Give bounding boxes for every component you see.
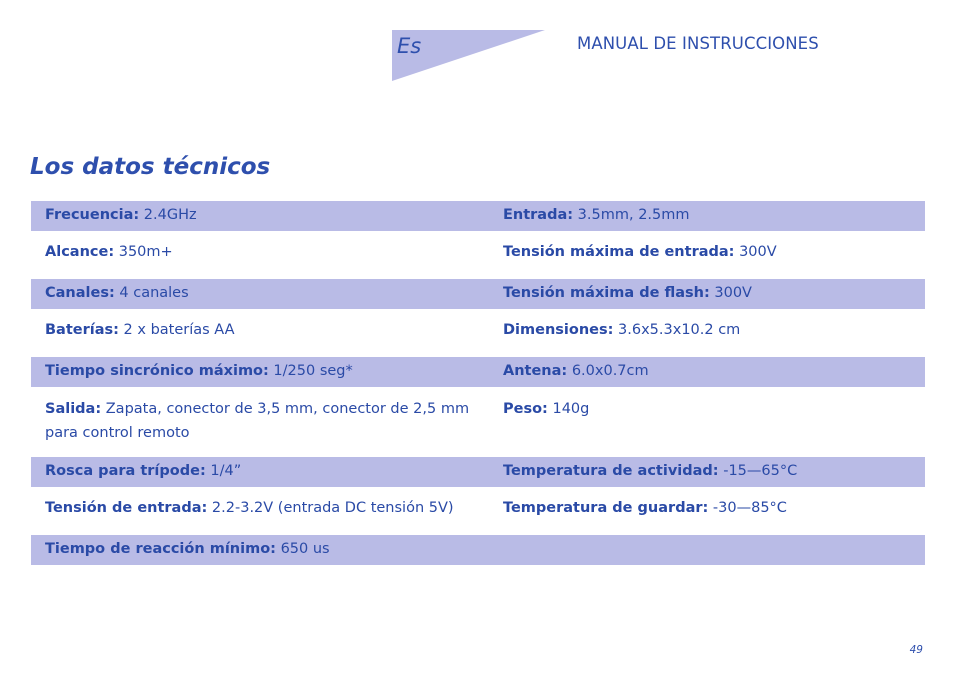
spec-cell <box>31 279 489 305</box>
spec-label: Tiempo de reacción mínimo: <box>45 541 276 557</box>
spec-label: Antena: <box>503 363 568 379</box>
spec-cell <box>489 487 925 520</box>
spec-label: Temperatura de actividad: <box>503 463 719 479</box>
table-row <box>31 535 925 565</box>
spec-label: Tensión de entrada: <box>45 500 208 516</box>
spec-value: 300V <box>739 244 777 260</box>
spec-value: 1/4” <box>210 463 242 479</box>
spec-label: Frecuencia: <box>45 207 140 223</box>
spec-cell <box>489 387 925 421</box>
spec-cell <box>489 309 925 342</box>
spec-value: 140g <box>552 401 590 417</box>
spec-label: Tensión máxima de flash: <box>503 285 710 301</box>
table-row <box>31 201 925 231</box>
document-title: MANUAL DE INSTRUCCIONES <box>577 34 819 53</box>
spec-cell <box>31 357 489 383</box>
spec-value: 3.6x5.3x10.2 cm <box>618 322 741 338</box>
table-row <box>31 357 925 387</box>
spec-value: 350m+ <box>118 244 173 260</box>
table-row <box>31 309 925 357</box>
spec-label: Tiempo sincrónico máximo: <box>45 363 269 379</box>
table-row <box>31 487 925 535</box>
spec-value: 2.4GHz <box>143 207 197 223</box>
spec-value: 4 canales <box>119 285 189 301</box>
spec-label: Peso: <box>503 401 548 417</box>
spec-cell <box>31 231 489 264</box>
spec-value: -15—65°C <box>723 463 798 479</box>
spec-label: Salida: <box>45 401 102 417</box>
spec-label: Dimensiones: <box>503 322 614 338</box>
spec-cell-empty <box>489 535 925 537</box>
spec-value: Zapata, conector de 3,5 mm, conector de 2,5 mm para control remoto <box>45 401 470 441</box>
table-row <box>31 279 925 309</box>
spec-label: Canales: <box>45 285 115 301</box>
spec-cell <box>489 231 925 264</box>
spec-label: Baterías: <box>45 322 119 338</box>
spec-value: 3.5mm, 2.5mm <box>577 207 690 223</box>
spec-cell <box>31 457 489 483</box>
table-row <box>31 457 925 487</box>
spec-cell <box>489 357 925 383</box>
specs-table <box>31 201 925 565</box>
spec-value: 300V <box>714 285 752 301</box>
spec-label: Temperatura de guardar: <box>503 500 709 516</box>
spec-label: Entrada: <box>503 207 574 223</box>
spec-label: Tensión máxima de entrada: <box>503 244 735 260</box>
page-number: 49 <box>909 644 923 656</box>
spec-value: 6.0x0.7cm <box>571 363 649 379</box>
spec-cell <box>489 201 925 227</box>
spec-value: 2 x baterías AA <box>123 322 235 338</box>
table-row <box>31 231 925 279</box>
spec-cell <box>489 457 925 483</box>
spec-cell <box>31 487 489 520</box>
spec-label: Alcance: <box>45 244 115 260</box>
spec-label: Rosca para trípode: <box>45 463 206 479</box>
spec-value: 2.2-3.2V (entrada DC tensión 5V) <box>211 500 454 516</box>
spec-cell <box>31 535 489 561</box>
section-title: Los datos técnicos <box>30 154 271 180</box>
spec-value: 1/250 seg* <box>273 363 353 379</box>
language-code: Es <box>397 34 422 58</box>
spec-cell <box>31 309 489 342</box>
language-tab <box>392 30 545 81</box>
table-row <box>31 387 925 457</box>
spec-cell <box>489 279 925 305</box>
spec-value: -30—85°C <box>712 500 787 516</box>
spec-cell <box>31 201 489 227</box>
spec-value: 650 us <box>280 541 330 557</box>
spec-cell <box>31 387 489 445</box>
